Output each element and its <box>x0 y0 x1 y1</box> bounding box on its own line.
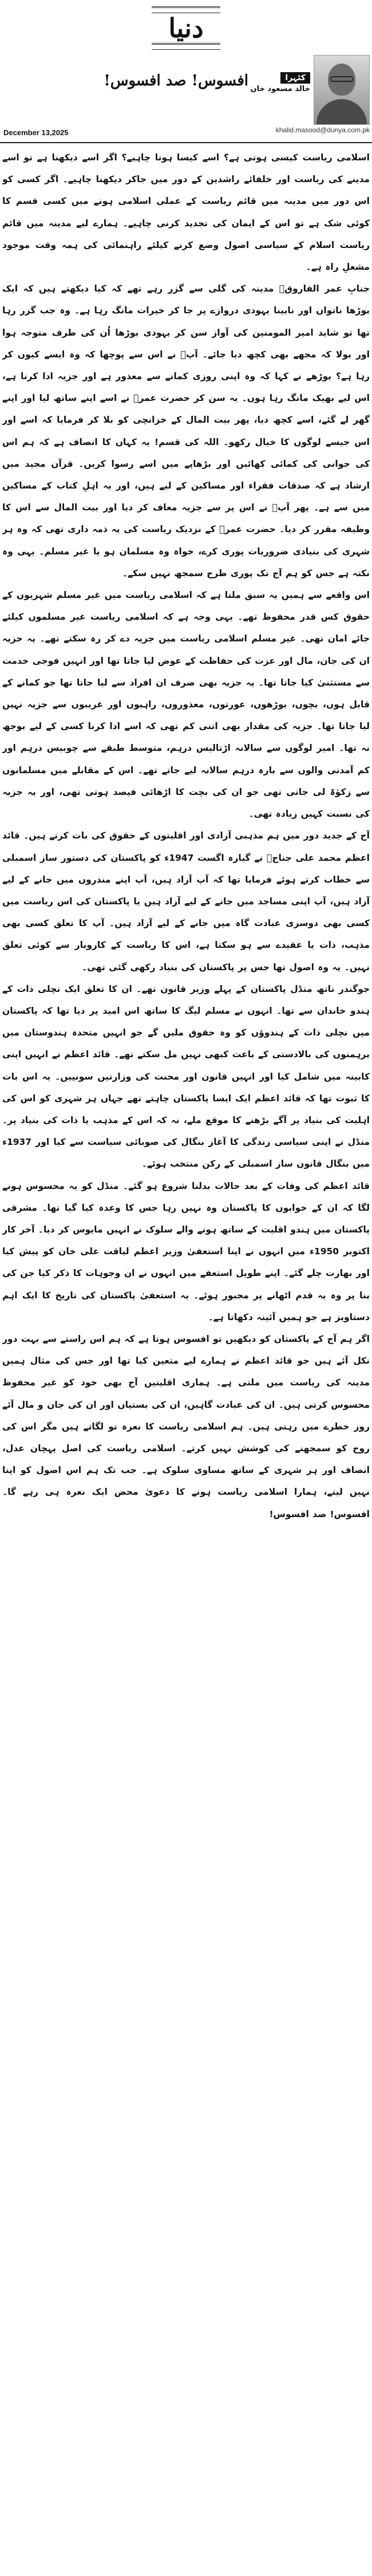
article-paragraph: جنابِ عمر الفاروقؓ مدینہ کی گلی سے گزر رہے تھے کہ کیا دیکھتے ہیں کہ ایک بوڑھا ناتواں اور نابینا یہودی دروازے پر جا کر خیرات مانگ رہا ہے۔ وہ جب گزر رہا تھا تو شاید امیر المومنین کی آواز سن کر یہودی بوڑھا اُن کی طرف متوجہ ہوا اور بولا کہ مجھے بھی کچھ دیا جائے۔ آپؓ نے اس سے پوچھا کہ وہ ایسے کیوں کر رہا ہے؟ بوڑھے نے کہا کہ وہ اپنی روزی کمانے سے معذور ہے اور جزیہ ادا کرنا ہے، اس لیے بھیک مانگ رہا ہوں۔ یہ سن کر حضرت عمرؓ نے اسے اپنے ساتھ لیا اور اپنے گھر لے گئے، اسے کچھ دیا، پھر بیت المال کے خزانچی کو بلا کر فرمایا کہ اسے اور اس جیسے لوگوں کا خیال رکھو۔ اللہ کی قسم! یہ کہاں کا انصاف ہے کہ ہم اس کی جوانی کی کمائی کھائیں اور بڑھاپے میں اسے رسوا کریں۔ قرآن مجید میں ارشاد ہے کہ صدقات فقراء اور مساکین کے لیے ہیں، اور یہ اہلِ کتاب کے مساکین میں سے ہے۔ پھر آپؓ نے اس پر سے جزیہ معاف کر دیا اور بیت المال سے اس کا وظیفہ مقرر کر دیا۔ حضرت عمرؓ کے نزدیک ریاست کی یہ ذمہ داری تھی کہ وہ ہر شہری کی بنیادی ضروریات پوری کرے، خواہ وہ مسلمان ہو یا غیر مسلم۔ یہی وہ نکتہ ہے جس کو ہم آج تک پوری طرح سمجھ نہیں سکے۔ <box>2 283 370 578</box>
masthead <box>0 0 372 53</box>
article-paragraph: اگر ہم آج کے پاکستان کو دیکھیں تو افسوس ہوتا ہے کہ ہم اس راستے سے بہت دور نکل آئے ہیں جو قائد اعظم نے ہمارے لیے متعین کیا تھا اور جس کی مثال ہمیں مدینہ کی ریاست میں ملتی ہے۔ ہماری اقلیتیں آج بھی خود کو غیر محفوظ محسوس کرتی ہیں۔ ان کی عبادت گاہیں، ان کی بستیاں اور ان کی جان و مال آئے روز خطرے میں رہتی ہیں۔ ہم اسلامی ریاست کا نعرہ تو لگاتے ہیں مگر اس کی روح کو سمجھنے کی کوشش نہیں کرتے۔ اسلامی ریاست کی اصل پہچان عدل، انصاف اور ہر شہری کے ساتھ مساوی سلوک ہے۔ جب تک ہم اس اصول کو اپنا نہیں لیتے، ہمارا اسلامی ریاست ہونے کا دعویٰ محض ایک نعرہ ہی رہے گا۔ افسوس! صد افسوس! <box>2 1333 370 1519</box>
column-title: افسوس! صد افسوس! <box>104 72 248 89</box>
header-divider <box>0 142 372 143</box>
author-photo <box>314 55 370 125</box>
logo-ornament-bottom <box>152 43 220 50</box>
newspaper-logo <box>144 3 228 53</box>
logo-wordmark: دنیا <box>168 13 204 44</box>
column-header <box>0 55 372 141</box>
author-name: خالد مسعود خان <box>250 85 310 93</box>
author-email: khalid.masood@dunya.com.pk <box>275 126 370 134</box>
column-tag: کٹہرا <box>280 72 310 84</box>
publish-date: December 13,2025 <box>3 128 69 137</box>
article-paragraph: اس واقعے سے ہمیں یہ سبق ملتا ہے کہ اسلامی ریاست میں غیر مسلم شہریوں کے حقوق کس قدر محفوظ تھے۔ یہی وجہ ہے کہ اسلامی ریاست غیر مسلموں کیلئے جائے امان تھی۔ غیر مسلم اسلامی ریاست میں جزیہ دے کر رہ سکتے تھے۔ یہ جزیہ ان کی جان، مال اور عزت کی حفاظت کے عوض لیا جاتا تھا اور انہیں فوجی خدمت سے مستثنیٰ کیا جاتا تھا۔ یہ جزیہ بھی صرف ان افراد سے لیا جاتا تھا جو کمانے کے قابل ہوں، بچوں، بوڑھوں، عورتوں، معذوروں، راہبوں اور غریبوں سے جزیہ نہیں لیا جاتا تھا۔ جزیہ کی مقدار بھی اتنی کم تھی کہ اسے ادا کرنا کسی کے لیے بوجھ نہ تھا۔ امیر لوگوں سے سالانہ اڑتالیس درہم، متوسط طبقے سے چوبیس درہم اور کم آمدنی والوں سے بارہ درہم سالانہ لیے جاتے تھے۔ اس کے مقابلے میں مسلمانوں سے زکوٰۃ لی جاتی تھی جو ان کی بچت کا اڑھائی فیصد ہوتی تھی، اور یہ جزیہ کی نسبت کہیں زیادہ تھی۔ <box>2 590 370 820</box>
article-paragraph: اسلامی ریاست کیسی ہوتی ہے؟ اسے کیسا ہونا چاہیے؟ اگر اسے دیکھنا ہے تو اسے مدینے کی ریاست اور خلفائے راشدین کے دور میں جاکر دیکھنا چاہیے۔ اگر کسی کو اس دور میں مدینہ میں قائم ریاست کے عملی اسلامی ہونے میں کسی قسم کا کوئی شک ہے تو اس کے ایمان کی تجدید کرنی چاہیے۔ ہمارے لیے مدینہ میں قائم ریاست اسلام کے سیاسی اصول وضع کرنے کیلئے راہنمائی کی ہمہ وقت موجود مشعلِ راہ ہے۔ <box>2 152 370 273</box>
article-body <box>2 147 370 2573</box>
article-paragraph: قائد اعظم کی وفات کے بعد حالات بدلنا شروع ہو گئے۔ منڈل کو یہ محسوس ہونے لگا کہ ان کے خوابوں کا پاکستان وہ نہیں رہا جس کا وعدہ کیا گیا تھا۔ مشرقی پاکستان میں ہندو اقلیت کے ساتھ ہونے والے سلوک نے انہیں مایوس کر دیا۔ آخر کار اکتوبر 1950ء میں انہوں نے اپنا استعفیٰ وزیر اعظم لیاقت علی خان کو پیش کیا اور بھارت چلے گئے۔ اپنے طویل استعفے میں انہوں نے ان وجوہات کا ذکر کیا جن کی بنا پر وہ یہ قدم اٹھانے پر مجبور ہوئے۔ یہ استعفیٰ پاکستان کی تاریخ کا ایک اہم دستاویز ہے جو ہمیں آئینہ دکھاتا ہے۔ <box>2 1180 370 1322</box>
article-paragraph: جوگندر ناتھ منڈل پاکستان کے پہلے وزیر قانون تھے۔ ان کا تعلق ایک نچلی ذات کے ہندو خاندان سے تھا۔ انہوں نے مسلم لیگ کا ساتھ اس امید پر دیا تھا کہ پاکستان میں نچلی ذات کے ہندوؤں کو وہ حقوق ملیں گے جو انہیں متحدہ ہندوستان میں برہمنوں کی بالادستی کے باعث کبھی نہیں مل سکتے تھے۔ قائد اعظم نے انہیں اپنی کابینہ میں شامل کیا اور انہیں قانون اور محنت کی وزارتیں سونپیں۔ یہ اس بات کا ثبوت تھا کہ قائد اعظم ایک ایسا پاکستان چاہتے تھے جہاں ہر شہری کو اس کی اہلیت کی بنیاد پر آگے بڑھنے کا موقع ملے، نہ کہ اس کے مذہب یا ذات کی بنیاد پر۔ منڈل نے اپنی سیاسی زندگی کا آغاز بنگال کی صوبائی سیاست سے کیا اور 1937ء میں بنگال قانون ساز اسمبلی کے رکن منتخب ہوئے۔ <box>2 983 370 1169</box>
article-paragraph: آج کے جدید دور میں ہم مذہبی آزادی اور اقلیتوں کے حقوق کی بات کرتے ہیں۔ قائد اعظم محمد علی جناحؒ نے گیارہ اگست 1947ء کو پاکستان کی دستور ساز اسمبلی سے خطاب کرتے ہوئے فرمایا تھا کہ آپ آزاد ہیں، آپ اپنے مندروں میں جانے کے لیے آزاد ہیں، آپ اپنی مساجد میں جانے کے لیے آزاد ہیں یا پاکستان کی اس ریاست میں کسی بھی دوسری عبادت گاہ میں جانے کے لیے آزاد ہیں۔ آپ کا تعلق کسی بھی مذہب، ذات یا عقیدے سے ہو سکتا ہے، اس کا ریاست کے کاروبار سے کوئی تعلق نہیں۔ یہ وہ اصول تھا جس پر پاکستان کی بنیاد رکھی گئی تھی۔ <box>2 830 370 972</box>
